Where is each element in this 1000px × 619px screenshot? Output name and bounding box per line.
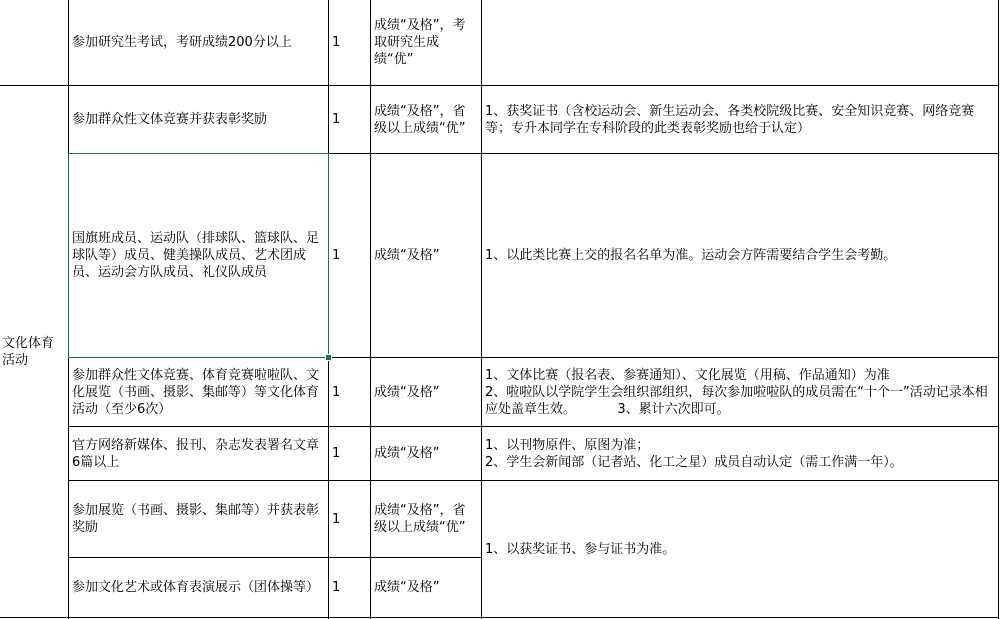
category-cell[interactable]: [0, 86, 68, 617]
note-text: 1、以获奖证书、参与证书为准。: [485, 541, 676, 557]
condition-cell[interactable]: [371, 558, 481, 617]
item-text: 参加研究生考试，考研成绩200分以上: [72, 35, 292, 50]
score-cell[interactable]: [329, 481, 370, 557]
condition-cell[interactable]: [371, 358, 481, 426]
item-text: 官方网络新媒体、报刊、杂志发表署名文章6篇以上: [72, 437, 320, 470]
item-cell[interactable]: [69, 86, 328, 153]
note-cell[interactable]: [482, 358, 998, 426]
score-text: 1: [332, 580, 341, 595]
item-text: 国旗班成员、运动队（排球队、篮球队、足球队等）成员、健美操队成员、艺术团成员、运动会方队成员、礼仪队成员: [72, 231, 320, 280]
score-cell[interactable]: [329, 558, 370, 617]
condition-text: 成绩“及格”: [374, 580, 440, 595]
condition-text: 成绩“及格”，考取研究生成绩“优”: [374, 18, 466, 67]
item-cell[interactable]: [69, 154, 328, 357]
item-cell[interactable]: [69, 427, 328, 480]
score-text: 1: [332, 384, 341, 400]
note-cell[interactable]: [482, 481, 998, 617]
condition-cell[interactable]: [371, 86, 481, 153]
grid-line: [0, 617, 999, 618]
score-text: 1: [332, 446, 341, 461]
item-text: 参加群众性文体竞赛并获表彰奖励: [72, 112, 268, 127]
note-cell[interactable]: [482, 86, 998, 153]
note-text: 1、获奖证书（含校运动会、新生运动会、各类校院级比赛、安全知识竞赛、网络竞赛等；专升本同学在专科阶段的此类表彰奖励也给于认定）: [485, 103, 975, 136]
score-text: 1: [332, 511, 341, 527]
condition-cell[interactable]: [371, 427, 481, 480]
condition-text: 成绩“及格”: [374, 446, 440, 461]
item-text: 参加文化艺术或体育表演展示（团体操等）: [72, 580, 320, 595]
condition-cell[interactable]: [371, 0, 481, 85]
note-text: 1、文体比赛（报名表、参赛通知）、文化展览（用稿、作品通知）为准 2、啦啦队以学院学生会组织部组织，每次参加啦啦队的成员需在“十个一”活动记录本相应处盖章生效。 3、累计六次即可。: [485, 367, 988, 417]
condition-cell[interactable]: [371, 481, 481, 557]
score-cell[interactable]: [329, 0, 370, 85]
condition-text: 成绩“及格”: [374, 248, 440, 263]
item-cell[interactable]: [69, 358, 328, 426]
item-cell[interactable]: [69, 481, 328, 557]
note-cell[interactable]: [482, 154, 998, 357]
grid-line: [998, 0, 999, 619]
score-cell[interactable]: [329, 154, 370, 357]
condition-text: 成绩“及格”: [374, 384, 440, 400]
note-cell[interactable]: [482, 427, 998, 480]
note-text: 1、以刊物原件、原图为准； 2、学生会新闻部（记者站、化工之星）成员自动认定（需工作满一年）。: [485, 437, 903, 470]
item-text: 参加群众性文体竞赛、体育竞赛啦啦队、文化展览（书画、摄影、集邮等）等文化体育活动（至少6次）: [72, 367, 320, 417]
item-cell[interactable]: [69, 558, 328, 617]
score-cell[interactable]: [329, 358, 370, 426]
item-cell[interactable]: [69, 0, 328, 85]
note-text: 1、以此类比赛上交的报名名单为准。运动会方阵需要结合学生会考勤。: [485, 248, 897, 263]
note-cell[interactable]: [482, 0, 998, 85]
score-text: 1: [332, 35, 341, 50]
condition-cell[interactable]: [371, 154, 481, 357]
item-text: 参加展览（书画、摄影、集邮等）并获表彰奖励: [72, 503, 320, 535]
score-text: 1: [332, 112, 341, 127]
category-label: 文化体育活动: [2, 335, 55, 368]
condition-text: 成绩“及格”，省级以上成绩“优”: [374, 503, 466, 535]
score-cell[interactable]: [329, 427, 370, 480]
score-cell[interactable]: [329, 86, 370, 153]
score-text: 1: [332, 248, 341, 263]
condition-text: 成绩“及格”，省级以上成绩“优”: [374, 103, 466, 136]
